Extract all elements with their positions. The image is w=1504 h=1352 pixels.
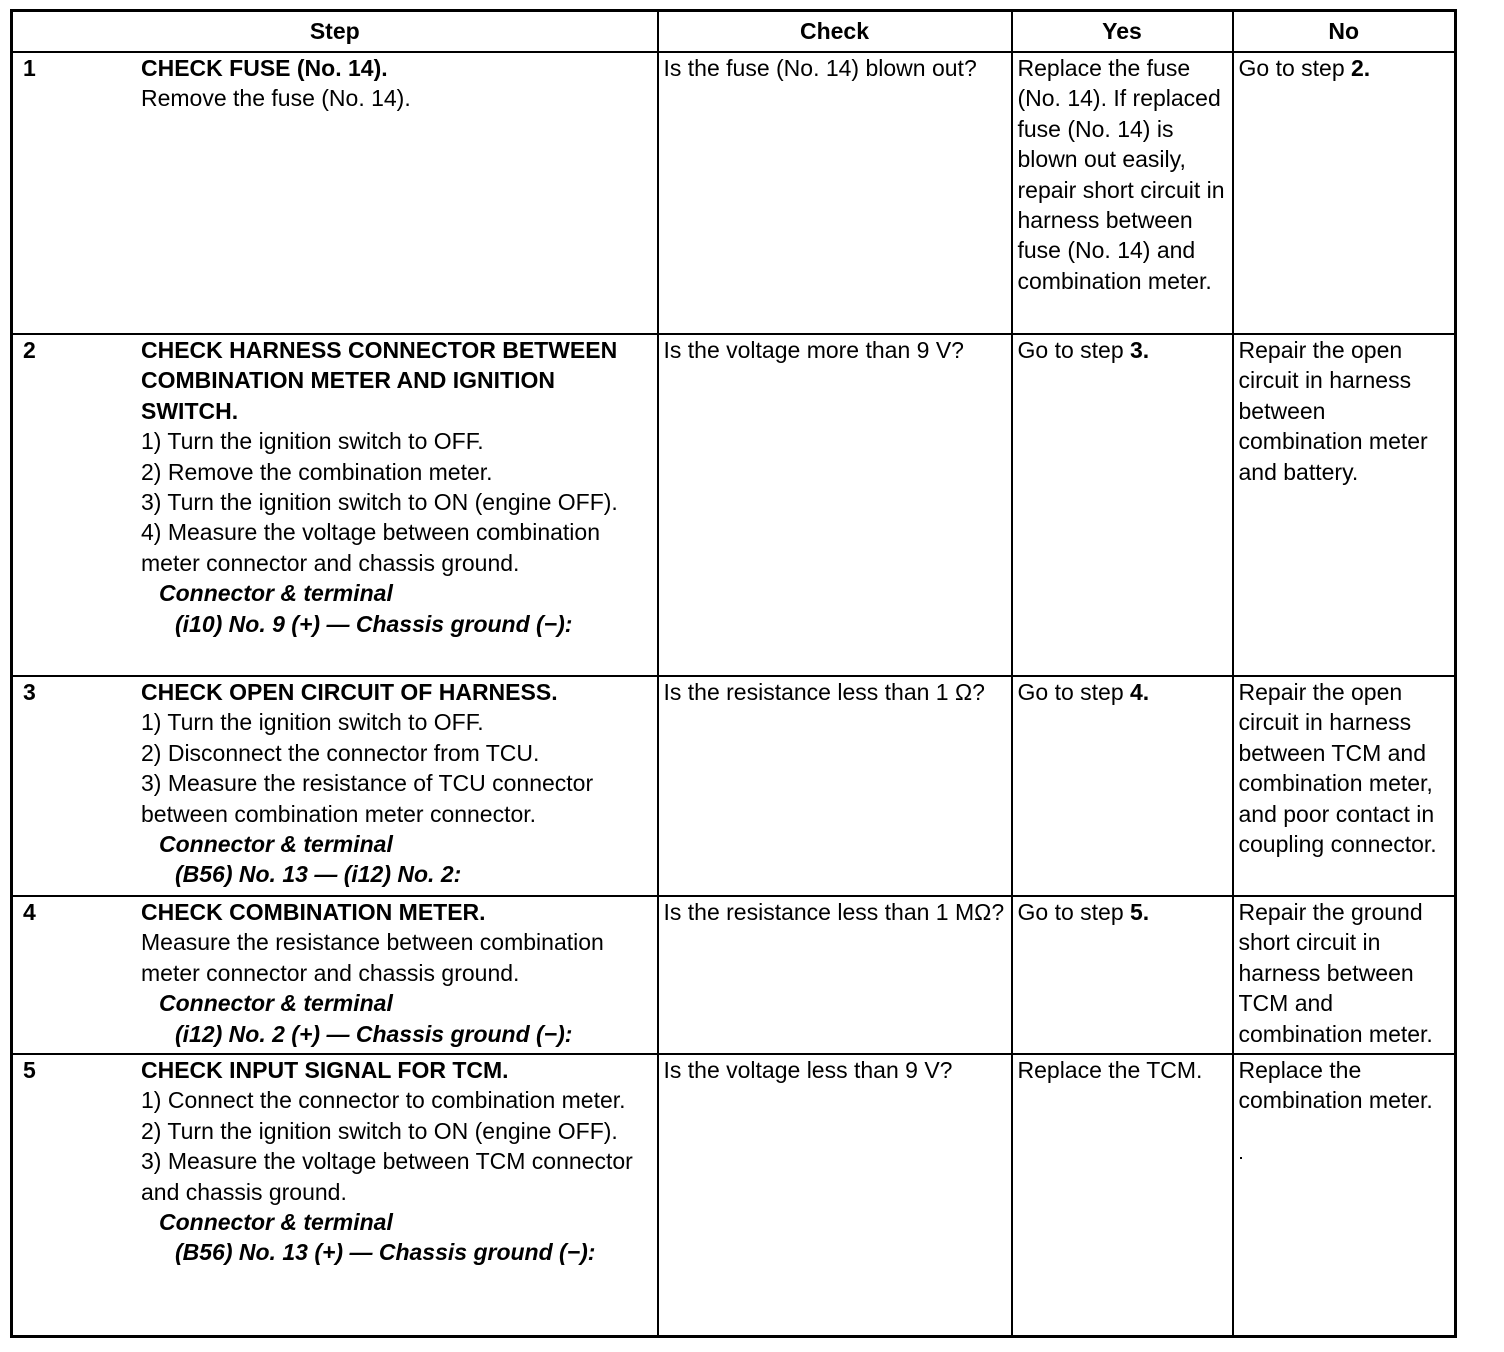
step-cell bbox=[12, 334, 658, 676]
step-body bbox=[141, 1055, 652, 1268]
yes-cell bbox=[1012, 1054, 1233, 1336]
spec-title: Connector & terminal bbox=[159, 831, 393, 858]
check-question: Is the resistance less than 1 MΩ? bbox=[663, 899, 1005, 925]
header-yes: Yes bbox=[1012, 11, 1233, 53]
yes-cell bbox=[1012, 896, 1233, 1054]
check-question: Is the resistance less than 1 Ω? bbox=[663, 679, 985, 705]
yes-step-ref: 5. bbox=[1130, 899, 1150, 925]
step-title: CHECK HARNESS CONNECTOR BETWEEN COMBINATION METER AND IGNITION SWITCH. bbox=[141, 337, 618, 424]
spec-title: Connector & terminal bbox=[159, 990, 393, 1017]
stray-mark bbox=[1240, 1157, 1242, 1159]
step-instruction: Remove the fuse (No. 14). bbox=[141, 85, 411, 112]
check-cell bbox=[658, 52, 1012, 334]
no-cell bbox=[1233, 52, 1456, 334]
spec-value: (B56) No. 13 — (i12) No. 2: bbox=[175, 861, 462, 888]
step-cell bbox=[12, 676, 658, 896]
spec-title: Connector & terminal bbox=[159, 580, 393, 607]
step-instruction: 2) Turn the ignition switch to ON (engine OFF). bbox=[141, 1117, 618, 1144]
step-number: 4 bbox=[23, 899, 36, 925]
step-number: 1 bbox=[23, 55, 36, 81]
yes-step-ref: 4. bbox=[1130, 679, 1150, 705]
no-action: Replace the combination meter. bbox=[1238, 1057, 1433, 1114]
header-check: Check bbox=[658, 11, 1012, 53]
header-no: No bbox=[1233, 11, 1456, 53]
spec-value: (B56) No. 13 (+) — Chassis ground (−): bbox=[175, 1239, 596, 1266]
spec-value: (i12) No. 2 (+) — Chassis ground (−): bbox=[175, 1020, 573, 1047]
table-row bbox=[12, 334, 1456, 676]
step-instruction: 3) Turn the ignition switch to ON (engine OFF). bbox=[141, 489, 618, 516]
diagnostic-table bbox=[10, 9, 1457, 1338]
step-title: CHECK OPEN CIRCUIT OF HARNESS. bbox=[141, 679, 558, 705]
step-instruction: Measure the resistance between combination meter connector and chassis ground. bbox=[141, 929, 604, 986]
check-cell bbox=[658, 896, 1012, 1054]
step-instruction: 1) Turn the ignition switch to OFF. bbox=[141, 709, 484, 736]
header-step: Step bbox=[12, 11, 658, 53]
no-cell bbox=[1233, 896, 1456, 1054]
check-question: Is the voltage less than 9 V? bbox=[663, 1057, 953, 1083]
yes-step-ref: 3. bbox=[1130, 337, 1150, 363]
step-number: 2 bbox=[23, 337, 36, 363]
no-cell bbox=[1233, 676, 1456, 896]
step-title: CHECK FUSE (No. 14). bbox=[141, 55, 388, 81]
step-cell bbox=[12, 1054, 658, 1336]
no-action: Go to step bbox=[1238, 55, 1352, 81]
check-cell bbox=[658, 676, 1012, 896]
step-cell bbox=[12, 52, 658, 334]
no-cell bbox=[1233, 1054, 1456, 1336]
step-body bbox=[141, 677, 652, 890]
check-question: Is the fuse (No. 14) blown out? bbox=[663, 55, 977, 81]
step-instruction: 1) Connect the connector to combination meter. bbox=[141, 1087, 626, 1114]
step-body bbox=[141, 897, 652, 1049]
yes-action: Replace the fuse (No. 14). If replaced fuse (No. 14) is blown out easily, repair short circuit in harness between fuse (No. 14) and combination meter. bbox=[1017, 55, 1225, 294]
check-cell bbox=[658, 334, 1012, 676]
no-cell bbox=[1233, 334, 1456, 676]
yes-action: Go to step bbox=[1017, 679, 1131, 705]
step-instruction: 2) Remove the combination meter. bbox=[141, 458, 493, 485]
table-row bbox=[12, 52, 1456, 334]
no-action: Repair the open circuit in harness between TCM and combination meter, and poor contact in coupling connector. bbox=[1238, 679, 1437, 858]
step-cell bbox=[12, 896, 658, 1054]
header-row bbox=[12, 11, 1456, 53]
step-instruction: 1) Turn the ignition switch to OFF. bbox=[141, 428, 484, 455]
table-body bbox=[12, 52, 1456, 1336]
table-row bbox=[12, 676, 1456, 896]
yes-cell bbox=[1012, 52, 1233, 334]
step-title: CHECK INPUT SIGNAL FOR TCM. bbox=[141, 1057, 509, 1083]
step-body bbox=[141, 335, 652, 639]
table-row bbox=[12, 1054, 1456, 1336]
yes-action: Go to step bbox=[1017, 337, 1131, 363]
step-instruction: 2) Disconnect the connector from TCU. bbox=[141, 739, 540, 766]
check-question: Is the voltage more than 9 V? bbox=[663, 337, 964, 363]
table-row bbox=[12, 896, 1456, 1054]
no-action: Repair the open circuit in harness between combination meter and battery. bbox=[1238, 337, 1428, 485]
spec-title: Connector & terminal bbox=[159, 1209, 393, 1236]
step-title: CHECK COMBINATION METER. bbox=[141, 899, 486, 925]
spec-value: (i10) No. 9 (+) — Chassis ground (−): bbox=[175, 610, 573, 637]
yes-cell bbox=[1012, 334, 1233, 676]
step-number: 3 bbox=[23, 679, 36, 705]
no-action: Repair the ground short circuit in harness between TCM and combination meter. bbox=[1238, 899, 1433, 1047]
check-cell bbox=[658, 1054, 1012, 1336]
step-instruction: 3) Measure the resistance of TCU connector between combination meter connector. bbox=[141, 770, 594, 827]
step-instruction: 4) Measure the voltage between combination meter connector and chassis ground. bbox=[141, 519, 601, 576]
step-body bbox=[141, 53, 652, 114]
step-instruction: 3) Measure the voltage between TCM connector and chassis ground. bbox=[141, 1148, 633, 1205]
yes-cell bbox=[1012, 676, 1233, 896]
no-step-ref: 2. bbox=[1351, 55, 1371, 81]
yes-action: Replace the TCM. bbox=[1017, 1057, 1203, 1083]
step-number: 5 bbox=[23, 1057, 36, 1083]
yes-action: Go to step bbox=[1017, 899, 1131, 925]
